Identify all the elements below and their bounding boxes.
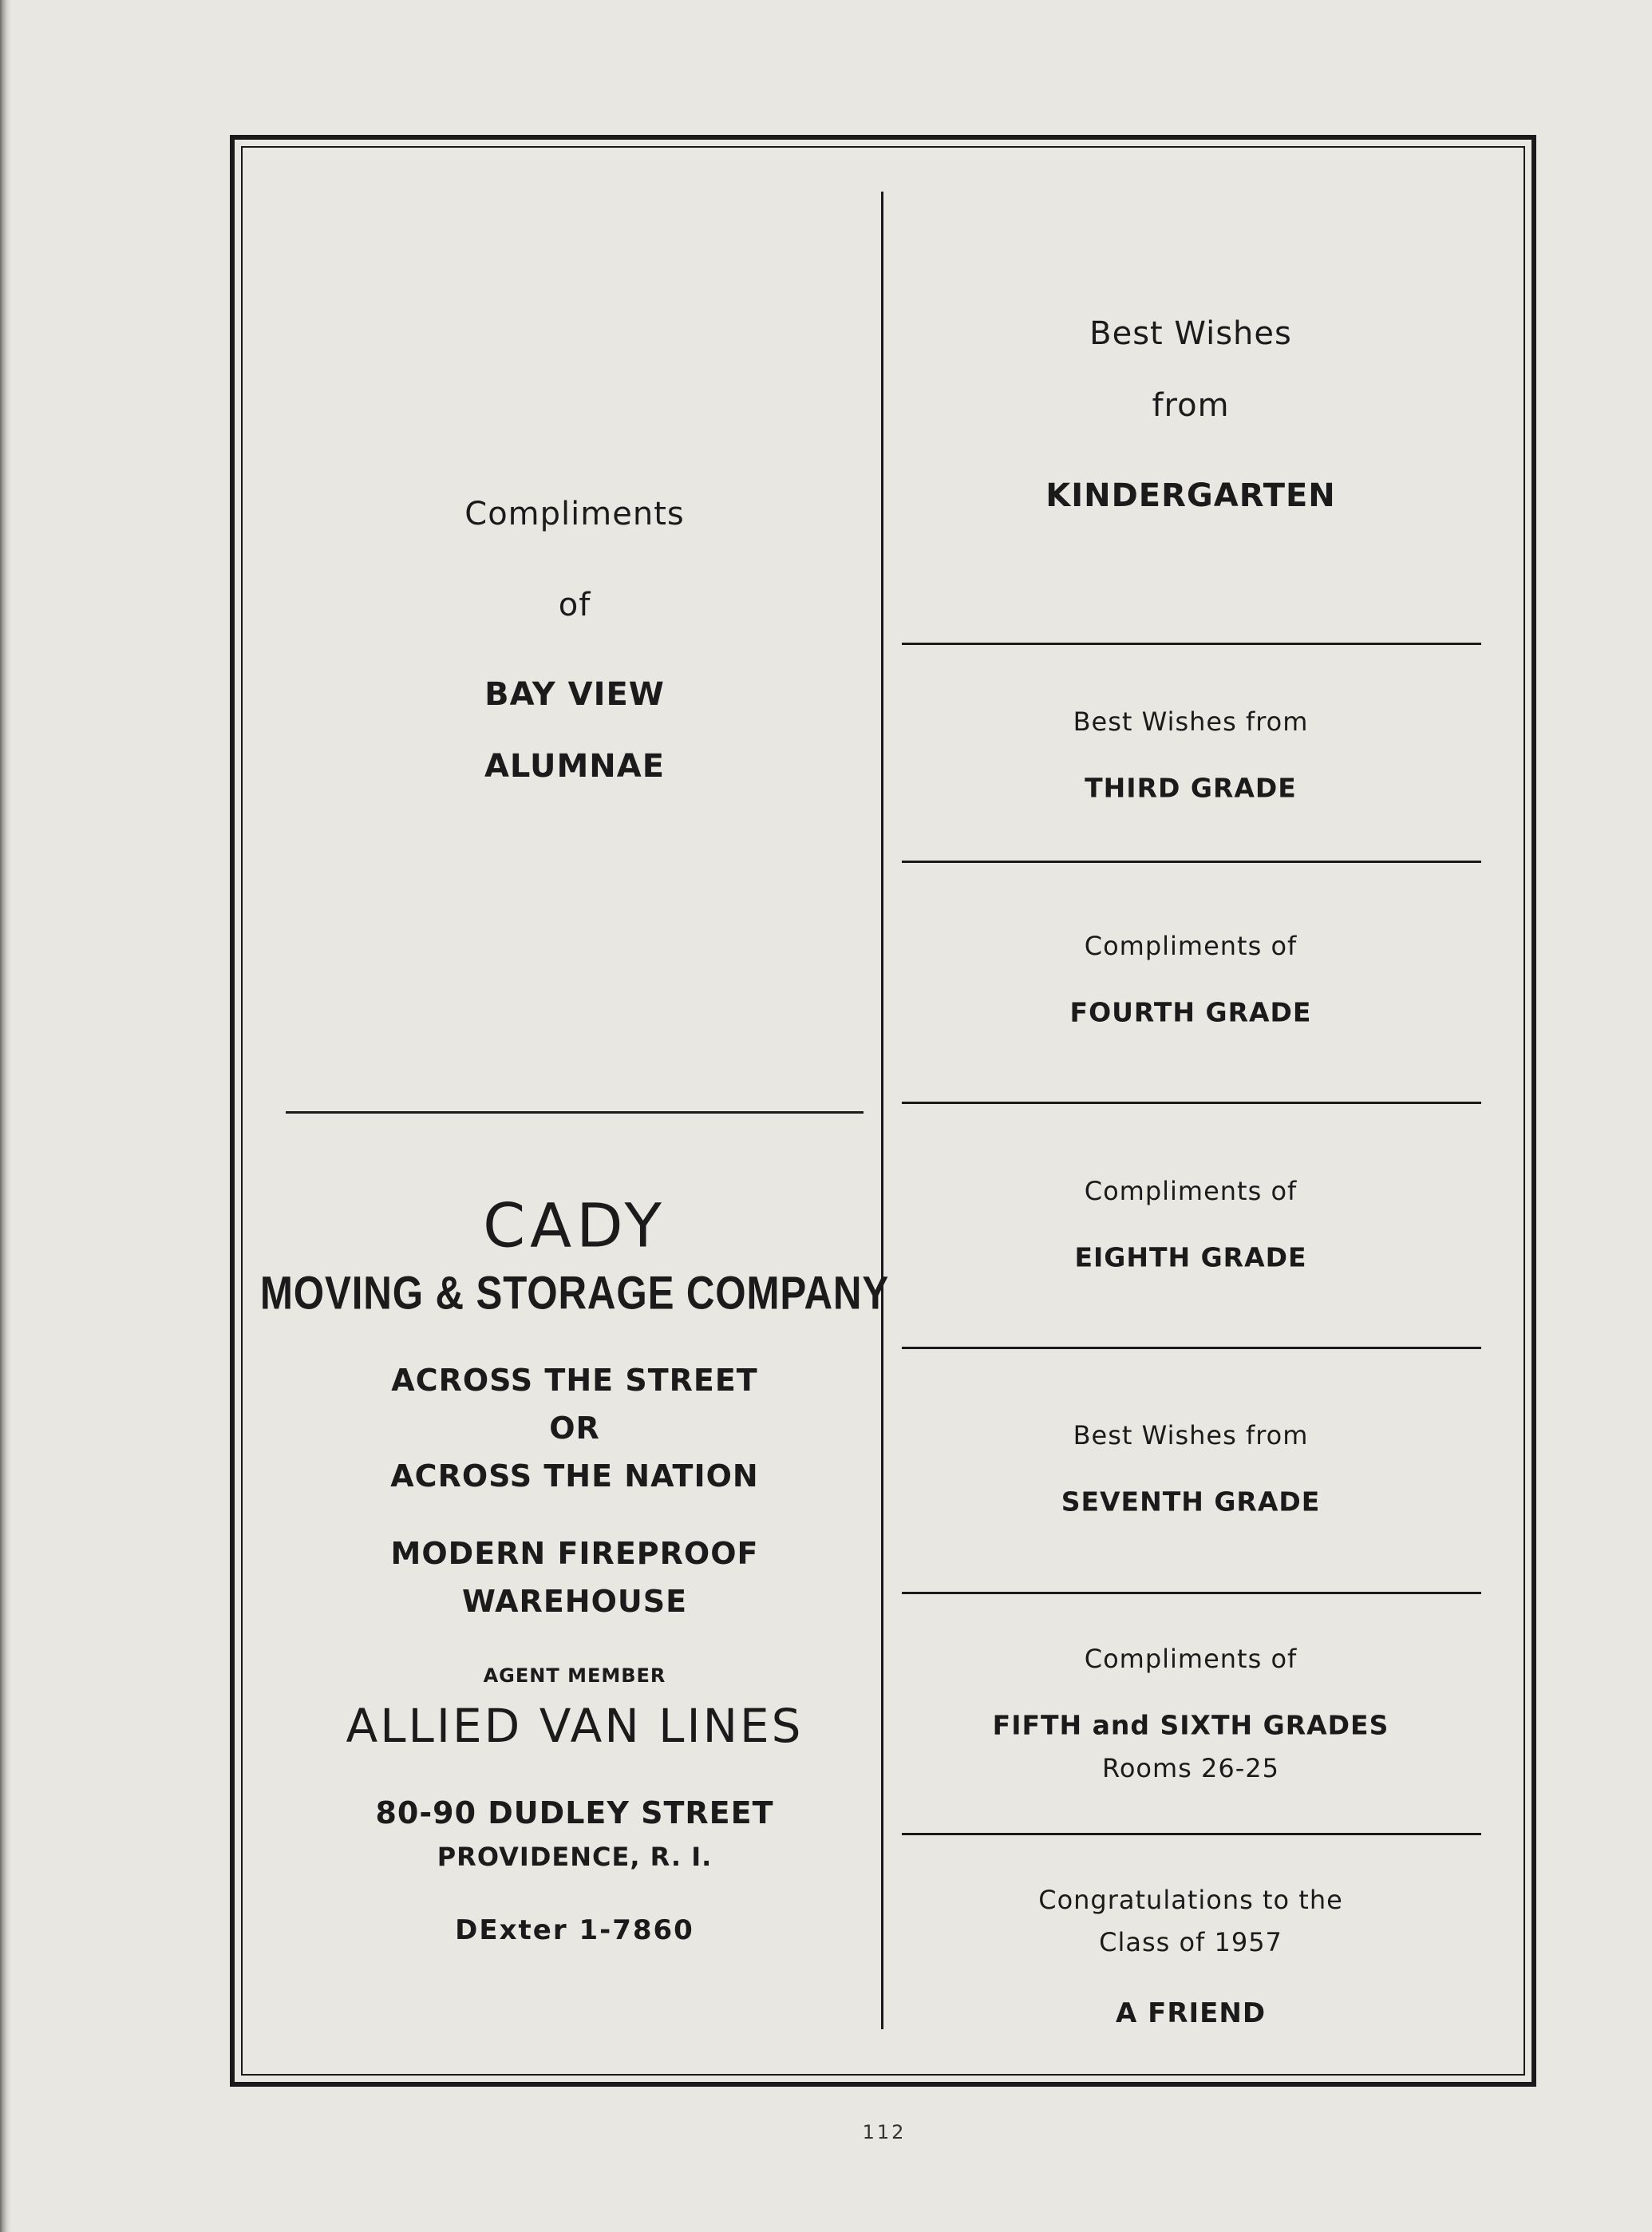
cady-feature-2: WAREHOUSE — [461, 1584, 688, 1619]
cady-company: MOVING & STORAGE COMPANY — [259, 1267, 890, 1320]
seventh-grade-line-2: SEVENTH GRADE — [1061, 1486, 1321, 1518]
binding-edge — [0, 0, 11, 2232]
fifth-sixth-line-2: FIFTH and SIXTH GRADES — [992, 1709, 1389, 1741]
cady-name: CADY — [483, 1189, 666, 1261]
right-divider-5 — [902, 1592, 1481, 1594]
alumnae-bay-view: BAY VIEW — [484, 676, 665, 713]
kindergarten-line-3: KINDERGARTEN — [1045, 477, 1336, 514]
alumnae-label: ALUMNAE — [484, 748, 666, 785]
cady-slogan-1: ACROSS THE STREET — [391, 1363, 758, 1398]
page-number: 112 — [862, 2121, 907, 2143]
alumnae-compliments: Compliments — [464, 496, 685, 532]
right-divider-4 — [902, 1347, 1481, 1349]
fifth-sixth-line-1: Compliments of — [1084, 1644, 1298, 1674]
cady-address-2: PROVIDENCE, R. I. — [437, 1842, 713, 1872]
cady-address-1: 80-90 DUDLEY STREET — [375, 1795, 774, 1830]
right-divider-3 — [902, 1102, 1481, 1104]
cady-agent-label: AGENT MEMBER — [483, 1664, 666, 1687]
cady-slogan-3: ACROSS THE NATION — [390, 1458, 759, 1494]
cady-phone: DExter 1-7860 — [455, 1914, 694, 1946]
seventh-grade-line-1: Best Wishes from — [1073, 1420, 1309, 1450]
kindergarten-line-1: Best Wishes — [1089, 315, 1292, 352]
kindergarten-line-2: from — [1152, 387, 1230, 424]
column-divider — [881, 192, 883, 2029]
right-divider-1 — [902, 643, 1481, 645]
left-divider — [286, 1111, 864, 1114]
friend-line-2: Class of 1957 — [1099, 1927, 1282, 1957]
fourth-grade-line-1: Compliments of — [1084, 931, 1298, 961]
cady-feature-1: MODERN FIREPROOF — [390, 1536, 759, 1571]
right-divider-6 — [902, 1833, 1481, 1835]
cady-slogan-2: OR — [549, 1411, 600, 1446]
eighth-grade-line-2: EIGHTH GRADE — [1074, 1241, 1307, 1273]
friend-line-3: A FRIEND — [1115, 1997, 1267, 2029]
third-grade-line-1: Best Wishes from — [1073, 706, 1309, 737]
alumnae-of: of — [558, 587, 591, 623]
fifth-sixth-line-3: Rooms 26-25 — [1102, 1753, 1279, 1783]
cady-agent-name: ALLIED VAN LINES — [346, 1699, 804, 1753]
eighth-grade-line-1: Compliments of — [1084, 1176, 1298, 1206]
friend-line-1: Congratulations to the — [1038, 1885, 1343, 1915]
fourth-grade-line-2: FOURTH GRADE — [1069, 996, 1312, 1028]
right-divider-2 — [902, 861, 1481, 863]
third-grade-line-2: THIRD GRADE — [1085, 772, 1297, 804]
